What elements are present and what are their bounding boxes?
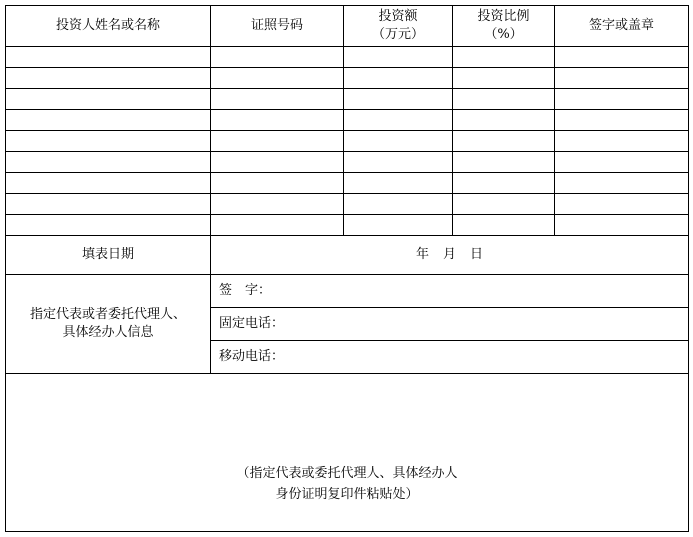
signature-cell[interactable] — [555, 131, 689, 152]
ratio-cell[interactable] — [453, 152, 555, 173]
id-number-cell[interactable] — [211, 173, 344, 194]
id-copy-note-line2: 身份证明复印件粘贴处） — [275, 486, 419, 502]
signature-cell[interactable] — [555, 194, 689, 215]
signature-cell[interactable] — [555, 110, 689, 131]
id-copy-note — [236, 463, 457, 505]
investor-name-cell[interactable] — [6, 173, 211, 194]
investor-name-cell[interactable] — [6, 68, 211, 89]
date-year-label: 年 — [415, 247, 429, 262]
header-amount-line2: （万元） — [371, 27, 424, 42]
id-copy-paste-area[interactable] — [6, 374, 689, 532]
signature-cell[interactable] — [555, 152, 689, 173]
agent-info-label — [6, 275, 211, 374]
date-month-label: 月 — [442, 247, 456, 262]
header-row — [6, 6, 689, 47]
header-signature: 签字或盖章 — [555, 6, 689, 47]
investor-row — [6, 173, 689, 194]
fill-date-row — [6, 236, 689, 275]
investor-row — [6, 215, 689, 236]
ratio-cell[interactable] — [453, 68, 555, 89]
agent-landline-label: 固定电话： — [219, 316, 285, 331]
amount-cell[interactable] — [344, 173, 453, 194]
fill-date-label: 填表日期 — [6, 236, 211, 275]
amount-cell[interactable] — [344, 68, 453, 89]
amount-cell[interactable] — [344, 194, 453, 215]
ratio-cell[interactable] — [453, 110, 555, 131]
agent-mobile-field[interactable] — [211, 341, 689, 374]
investor-name-cell[interactable] — [6, 152, 211, 173]
header-investment-amount — [344, 6, 453, 47]
ratio-cell[interactable] — [453, 131, 555, 152]
investor-row — [6, 68, 689, 89]
id-copy-note-line1: （指定代表或委托代理人、具体经办人 — [236, 465, 458, 481]
header-investor-name: 投资人姓名或名称 — [6, 6, 211, 47]
id-number-cell[interactable] — [211, 110, 344, 131]
id-number-cell[interactable] — [211, 68, 344, 89]
agent-label-line2: 具体经办人信息 — [62, 325, 154, 340]
agent-mobile-label: 移动电话： — [219, 349, 285, 364]
id-number-cell[interactable] — [211, 47, 344, 68]
ratio-cell[interactable] — [453, 47, 555, 68]
amount-cell[interactable] — [344, 47, 453, 68]
investor-row — [6, 110, 689, 131]
header-investment-ratio — [453, 6, 555, 47]
id-number-cell[interactable] — [211, 215, 344, 236]
investor-name-cell[interactable] — [6, 47, 211, 68]
id-number-cell[interactable] — [211, 194, 344, 215]
ratio-cell[interactable] — [453, 89, 555, 110]
investor-row — [6, 89, 689, 110]
amount-cell[interactable] — [344, 89, 453, 110]
investor-row — [6, 194, 689, 215]
investor-name-cell[interactable] — [6, 215, 211, 236]
agent-landline-field[interactable] — [211, 308, 689, 341]
signature-cell[interactable] — [555, 47, 689, 68]
fill-date-field[interactable] — [211, 236, 689, 275]
signature-cell[interactable] — [555, 215, 689, 236]
id-copy-paste-row — [6, 374, 689, 532]
agent-label-line1: 指定代表或者委托代理人、 — [29, 307, 186, 322]
id-number-cell[interactable] — [211, 152, 344, 173]
investor-row — [6, 47, 689, 68]
agent-sign-label: 签 字： — [219, 283, 272, 298]
investor-form-table — [5, 5, 689, 532]
header-amount-line1: 投资额 — [378, 9, 418, 24]
investor-row — [6, 131, 689, 152]
investor-name-cell[interactable] — [6, 89, 211, 110]
ratio-cell[interactable] — [453, 194, 555, 215]
signature-cell[interactable] — [555, 68, 689, 89]
amount-cell[interactable] — [344, 131, 453, 152]
date-day-label: 日 — [470, 247, 484, 262]
investor-name-cell[interactable] — [6, 131, 211, 152]
header-id-number: 证照号码 — [211, 6, 344, 47]
header-ratio-line1: 投资比例 — [477, 9, 530, 24]
header-ratio-line2: （%） — [484, 27, 523, 42]
amount-cell[interactable] — [344, 215, 453, 236]
agent-sign-field[interactable] — [211, 275, 689, 308]
ratio-cell[interactable] — [453, 173, 555, 194]
amount-cell[interactable] — [344, 110, 453, 131]
id-number-cell[interactable] — [211, 131, 344, 152]
signature-cell[interactable] — [555, 89, 689, 110]
signature-cell[interactable] — [555, 173, 689, 194]
ratio-cell[interactable] — [453, 215, 555, 236]
agent-sign-row — [6, 275, 689, 308]
id-number-cell[interactable] — [211, 89, 344, 110]
investor-name-cell[interactable] — [6, 110, 211, 131]
investor-row — [6, 152, 689, 173]
investor-name-cell[interactable] — [6, 194, 211, 215]
amount-cell[interactable] — [344, 152, 453, 173]
